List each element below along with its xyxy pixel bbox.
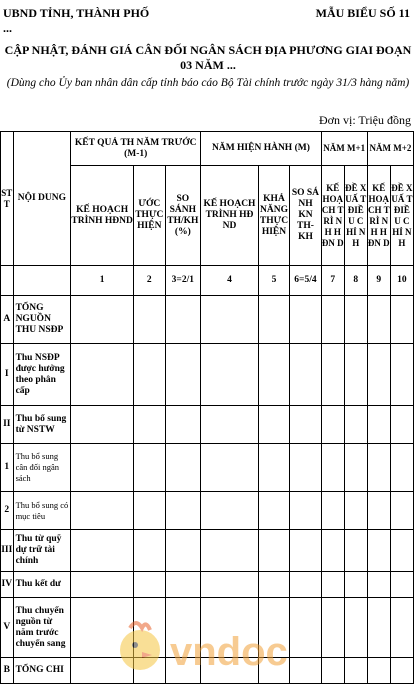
value-cell[interactable]: [165, 492, 201, 530]
value-cell[interactable]: [201, 530, 259, 572]
value-cell[interactable]: [201, 572, 259, 598]
row-stt: V: [1, 598, 14, 658]
col-number-6: 6=5/4: [290, 266, 321, 296]
value-cell[interactable]: [390, 492, 413, 530]
value-cell[interactable]: [290, 444, 321, 492]
value-cell[interactable]: [367, 492, 390, 530]
row-stt: I: [1, 344, 14, 406]
subcol-7: KẾ HOẠ CH TRÌ NH HĐN D: [321, 166, 344, 266]
col-number-4: 4: [201, 266, 259, 296]
table-row: [1, 406, 414, 444]
col-number-10: 10: [390, 266, 413, 296]
value-cell[interactable]: [344, 344, 367, 406]
value-cell[interactable]: [165, 572, 201, 598]
row-content: Thu từ quỹ dự trữ tài chính: [13, 530, 71, 572]
value-cell[interactable]: [165, 344, 201, 406]
value-cell[interactable]: [71, 444, 134, 492]
value-cell[interactable]: [165, 296, 201, 344]
value-cell[interactable]: [344, 530, 367, 572]
row-content: Thu bổ sung cân đối ngân sách: [13, 444, 71, 492]
row-content: TỔNG NGUỒN THU NSĐP: [13, 296, 71, 344]
value-cell[interactable]: [290, 406, 321, 444]
value-cell[interactable]: [290, 492, 321, 530]
value-cell[interactable]: [165, 444, 201, 492]
value-cell[interactable]: [134, 492, 165, 530]
value-cell[interactable]: [134, 406, 165, 444]
group-year-m1: NĂM M+1: [321, 132, 367, 166]
row-content: Thu kết dư: [13, 572, 71, 598]
subcol-8: ĐỀ XUẤ T ĐIỀ U CHỈ NH: [344, 166, 367, 266]
value-cell[interactable]: [367, 344, 390, 406]
subcol-10: ĐỀ XUẤ T ĐIỀ U CHỈ NH: [390, 166, 413, 266]
col-number-3: 3=2/1: [165, 266, 201, 296]
value-cell[interactable]: [390, 572, 413, 598]
value-cell[interactable]: [290, 530, 321, 572]
subcol-4: KẾ HOẠCH TRÌNH HĐ ND: [201, 166, 259, 266]
value-cell[interactable]: [321, 658, 344, 684]
value-cell[interactable]: [201, 406, 259, 444]
row-stt: II: [1, 406, 14, 444]
subcol-5: KHẢ NĂNG THỰC HIỆN: [258, 166, 289, 266]
budget-table: [0, 131, 414, 684]
value-cell[interactable]: [390, 598, 413, 658]
row-content: Thu chuyển nguồn từ năm trước chuyển sang: [13, 598, 71, 658]
value-cell[interactable]: [367, 444, 390, 492]
value-cell[interactable]: [321, 492, 344, 530]
value-cell[interactable]: [71, 572, 134, 598]
value-cell[interactable]: [344, 296, 367, 344]
group-prev-year: KẾT QUẢ TH NĂM TRƯỚC (M-1): [71, 132, 201, 166]
subcol-6: SO SÁ NH KN TH- KH: [290, 166, 321, 266]
value-cell[interactable]: [290, 344, 321, 406]
subcol-1: KẾ HOẠCH TRÌNH HĐND: [71, 166, 134, 266]
value-cell[interactable]: [201, 444, 259, 492]
agency-header: UBND TỈNH, THÀNH PHỐ ...: [3, 6, 150, 35]
col-number-2: 2: [134, 266, 165, 296]
value-cell[interactable]: [344, 406, 367, 444]
value-cell[interactable]: [258, 344, 289, 406]
col-number-7: 7: [321, 266, 344, 296]
row-stt: 2: [1, 492, 14, 530]
value-cell[interactable]: [258, 296, 289, 344]
value-cell[interactable]: [390, 658, 413, 684]
col-noidung: NỘI DUNG: [13, 132, 71, 266]
value-cell[interactable]: [321, 296, 344, 344]
value-cell[interactable]: [258, 530, 289, 572]
group-year-m2: NĂM M+2: [367, 132, 413, 166]
value-cell[interactable]: [71, 492, 134, 530]
row-stt: 1: [1, 444, 14, 492]
value-cell[interactable]: [344, 658, 367, 684]
value-cell[interactable]: [321, 344, 344, 406]
row-content: Thu bổ sung có mục tiêu: [13, 492, 71, 530]
table-row: [1, 492, 414, 530]
value-cell[interactable]: [390, 296, 413, 344]
value-cell[interactable]: [390, 444, 413, 492]
value-cell[interactable]: [134, 530, 165, 572]
subcol-2: ƯỚC THỰC HIỆN: [134, 166, 165, 266]
document-subtitle: (Dùng cho Ủy ban nhân dân cấp tỉnh báo cáo Bộ Tài chính trước ngày 31/3 hàng năm): [6, 77, 410, 89]
value-cell[interactable]: [367, 658, 390, 684]
value-cell[interactable]: [390, 344, 413, 406]
table-row: [1, 572, 414, 598]
value-cell[interactable]: [367, 572, 390, 598]
value-cell[interactable]: [134, 572, 165, 598]
value-cell[interactable]: [321, 406, 344, 444]
subcol-9: KẾ HOẠ CH TRÌ NH HĐN D: [367, 166, 390, 266]
value-cell[interactable]: [290, 572, 321, 598]
document-title: CẬP NHẬT, ĐÁNH GIÁ CÂN ĐỐI NGÂN SÁCH ĐỊA PHƯƠNG GIAI ĐOẠN 03 NĂM ...: [4, 43, 412, 72]
table-row: [1, 344, 414, 406]
table-row: [1, 296, 414, 344]
row-stt: B: [1, 658, 14, 684]
subcol-3: SO SÁNH TH/KH (%): [165, 166, 201, 266]
value-cell[interactable]: [134, 344, 165, 406]
value-cell[interactable]: [367, 296, 390, 344]
col-stt: STT: [1, 132, 14, 266]
value-cell[interactable]: [321, 530, 344, 572]
value-cell[interactable]: [165, 406, 201, 444]
value-cell[interactable]: [258, 572, 289, 598]
value-cell[interactable]: [258, 406, 289, 444]
value-cell[interactable]: [71, 530, 134, 572]
row-stt: IV: [1, 572, 14, 598]
unit-label: Đơn vị: Triệu đồng: [318, 113, 411, 127]
table-row: [1, 444, 414, 492]
row-content: TỔNG CHI: [13, 658, 71, 684]
value-cell[interactable]: [344, 492, 367, 530]
value-cell[interactable]: [390, 406, 413, 444]
value-cell[interactable]: [201, 344, 259, 406]
col-number-5: 5: [258, 266, 289, 296]
table-row: [1, 530, 414, 572]
value-cell[interactable]: [165, 530, 201, 572]
value-cell[interactable]: [344, 572, 367, 598]
row-content: Thu bổ sung từ NSTW: [13, 406, 71, 444]
value-cell[interactable]: [390, 530, 413, 572]
value-cell[interactable]: [258, 444, 289, 492]
col-number-9: 9: [367, 266, 390, 296]
value-cell[interactable]: [71, 296, 134, 344]
vndoc-watermark-logo: [108, 610, 308, 680]
value-cell[interactable]: [134, 444, 165, 492]
col-number-1: 1: [71, 266, 134, 296]
form-number: MẪU BIỂU SỐ 11: [315, 6, 410, 20]
value-cell[interactable]: [321, 598, 344, 658]
value-cell[interactable]: [344, 444, 367, 492]
group-current-year: NĂM HIỆN HÀNH (M): [201, 132, 322, 166]
row-stt: III: [1, 530, 14, 572]
value-cell[interactable]: [367, 598, 390, 658]
svg-text:vndoc: vndoc: [170, 630, 288, 674]
value-cell[interactable]: [321, 444, 344, 492]
col-number-8: 8: [344, 266, 367, 296]
value-cell[interactable]: [367, 406, 390, 444]
row-content: Thu NSĐP được hưởng theo phân cấp: [13, 344, 71, 406]
value-cell[interactable]: [344, 598, 367, 658]
value-cell[interactable]: [367, 530, 390, 572]
value-cell[interactable]: [201, 492, 259, 530]
value-cell[interactable]: [321, 572, 344, 598]
value-cell[interactable]: [201, 296, 259, 344]
row-stt: A: [1, 296, 14, 344]
value-cell[interactable]: [71, 406, 134, 444]
value-cell[interactable]: [71, 344, 134, 406]
value-cell[interactable]: [290, 296, 321, 344]
value-cell[interactable]: [134, 296, 165, 344]
value-cell[interactable]: [258, 492, 289, 530]
